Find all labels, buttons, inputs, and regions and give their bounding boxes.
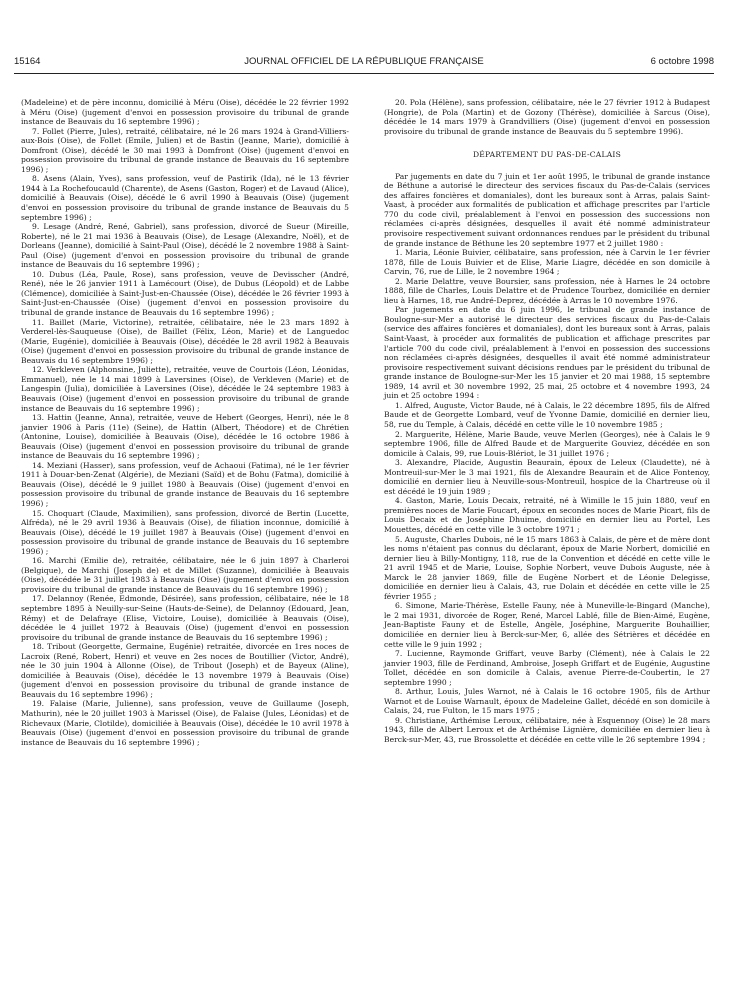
entry-paragraph: 12. Verkleven (Alphonsine, Juliette), retraitée, veuve de Courtois (Léon, Léonidas, Emmanuel), née le 14 mai 1899 à Laversines (Oise), de Verkleven (Marie) et de Langespin (Julia), domiciliée à Laversines (Oise), décédée le 24 septembre 1983 à Beauvais (Oise) (jugement d'envoi en possession provisoire du tribunal de grande instance de Beauvais du 16 septembre 1996) ;	[21, 365, 349, 413]
entry-paragraph: 1. Maria, Léonie Buivier, célibataire, sans profession, née à Carvin le 1er février 1878, fille de Louis Buivier et de Elise, Marie Liagre, décédée en son domicile à Carvin, 76, rue de Lille, le 2 novembre 1964 ;	[384, 248, 710, 277]
entry-paragraph: 16. Marchi (Emilie de), retraitée, célibataire, née le 6 juin 1897 à Charleroi (Belgique), de Marchi (Joseph de) et de Millet (Suzanne), domiciliée à Beauvais (Oise), décédée le 31 juillet 1983 à Beauvais (Oise) (jugement d'envoi en possession provisoire du tribunal de grande instance de Beauvais du 16 septembre 1996) ;	[21, 556, 349, 594]
entry-paragraph: 15. Choquart (Claude, Maximilien), sans profession, divorcé de Bertin (Lucette, Alfréda), né le 29 avril 1936 à Beauvais (Oise), de filiation inconnue, domicilié à Beauvais (Oise), décédé le 19 juillet 1987 à Beauvais (Oise) (jugement d'envoi en possession provisoire du tribunal de grande instance de Beauvais du 16 septembre 1996) ;	[21, 508, 349, 556]
entry-paragraph: 8. Asens (Alain, Yves), sans profession, veuf de Pastirik (Ida), né le 13 février 1944 à La Rochefoucauld (Charente), de Asens (Gaston, Roger) et de Lavaud (Alice), domicilié à Beauvais (Oise), décédé le 6 avril 1990 à Beauvais (Oise) (jugement d'envoi en possession provisoire du tribunal de grande instance de Beauvais du 5 septembre 1996) ;	[21, 174, 349, 222]
section-title: DÉPARTEMENT DU PAS-DE-CALAIS	[473, 150, 621, 160]
entry-paragraph: 20. Pola (Hélène), sans profession, célibataire, née le 27 février 1912 à Budapest (Hongrie), de Pola (Martin) et de Gozony (Thérèse), domiciliée à Sarcus (Oise), décédée le 14 mars 1979 à Grandvilliers (Oise) (jugement d'envoi en possession provisoire du tribunal de grande instance de Beauvais du 5 septembre 1996).	[384, 98, 710, 136]
entry-paragraph: 3. Alexandre, Placide, Augustin Beaurain, époux de Leleux (Claudette), né à Montreuil-sur-Mer le 3 mai 1921, fils de Alexandre Beaurain et de Alice Fontenoy, domicilié en dernier lieu à Neuville-sous-Montreuil, hospice de la Chartreuse où il est décédé le 19 juin 1989 ;	[384, 458, 710, 496]
judgment-paragraph: Par jugements en date du 7 juin et 1er août 1995, le tribunal de grande instance de Béthune a autorisé le directeur des services fiscaux du Pas-de-Calais (services des affaires foncières et domaniales), dont les bureaux sont à Arras, palais Saint-Vaast, à procéder aux formalités de publication et affichage prescrites par l'article 770 du code civil, préalablement à l'envoi en possession des successions non réclamées ci-après désignées, desquelles il avait été nommé administrateur provisoire respectivement suivant ordonnances rendues par le président du tribunal de grande instance de Béthune les 20 septembre 1977 et 2 juillet 1980 :	[384, 171, 710, 248]
entry-paragraph: 9. Christiane, Arthémise Leroux, célibataire, née à Esquennoy (Oise) le 28 mars 1943, fille de Albert Leroux et de Arthémise Lignière, domiciliée en dernier lieu à Berck-sur-Mer, 43, rue Brossolette et décédée en cette ville le 26 septembre 1994 ;	[384, 715, 710, 744]
entry-paragraph: 2. Marie Delattre, veuve Boursier, sans profession, née à Harnes le 24 octobre 1888, fille de Charles, Louis Delattre et de Prudence Tourbez, domiciliée en dernier lieu à Harnes, 18, rue André-Deprez, décédée à Arras le 10 novembre 1976.	[384, 276, 710, 305]
page-number: 15164	[14, 56, 41, 67]
right-column	[384, 98, 710, 745]
entry-paragraph: 4. Gaston, Marie, Louis Decaix, retraité, né à Wimille le 15 juin 1880, veuf en premières noces de Marie Foucart, époux en secondes noces de Marie Picart, fils de Louis Decaix et de Joséphine Dhuime, domicilié en dernier lieu au Portel, Les Mouettes, décédé en cette ville le 3 octobre 1971 ;	[384, 496, 710, 534]
entry-paragraph: 7. Follet (Pierre, Jules), retraité, célibataire, né le 26 mars 1924 à Grand-Villiers-aux-Bois (Oise), de Follet (Emile, Julien) et de Bastin (Jeanne, Marie), domicilié à Domfront (Oise), décédé le 30 mai 1993 à Domfront (Oise) (jugement d'envoi en possession provisoire du tribunal de grande instance de Beauvais du 16 septembre 1996) ;	[21, 126, 349, 174]
left-column	[21, 98, 349, 747]
entry-paragraph: 19. Falaise (Marie, Julienne), sans profession, veuve de Guillaume (Joseph, Mathurin), née le 20 juillet 1903 à Marissel (Oise), de Falaise (Jules, Léonidas) et de Richevaux (Marie, Clotilde), domiciliée à Beauvais (Oise), décédée le 10 avril 1978 à Beauvais (Oise) (jugement d'envoi en possession provisoire du tribunal de grande instance de Beauvais du 16 septembre 1996) ;	[21, 699, 349, 747]
entry-paragraph: 8. Arthur, Louis, Jules Warnot, né à Calais le 16 octobre 1905, fils de Arthur Warnot et de Louise Warnault, époux de Madeleine Gallet, décédé en son domicile à Calais, 24, rue Fulton, le 15 mars 1975 ;	[384, 687, 710, 716]
issue-date: 6 octobre 1998	[650, 56, 714, 67]
entry-paragraph: 2. Marguerite, Hélène, Marie Baude, veuve Merlen (Georges), née à Calais le 9 septembre 1906, fille de Alfred Baude et de Marguerite Gouviez, décédée en son domicile à Calais, 99, rue Louis-Blériot, le 31 juillet 1976 ;	[384, 429, 710, 458]
entry-paragraph: 5. Auguste, Charles Dubois, né le 15 mars 1863 à Calais, de père et de mère dont les noms n'étaient pas connus du déclarant, époux de Marie Norbert, domicilié en dernier lieu à Billy-Montigny, 118, rue de la Convention et décédé en cette ville le 21 avril 1945 et de Marie, Louise, Sophie Norbert, veuve Dubois Auguste, née à Marck le 28 janvier 1869, fille de Eugène Norbert et de Léonie Delegisse, domiciliée en dernier lieu à Calais, 43, rue Dolain et décédée en cette ville le 25 février 1955 ;	[384, 534, 710, 601]
entry-paragraph: 13. Hattin (Jeanne, Anna), retraitée, veuve de Hebert (Georges, Henri), née le 8 janvier 1906 à Paris (11e) (Seine), de Hattin (Albert, Théodore) et de Chrétien (Antonine, Louise), domiciliée à Beauvais (Oise), décédée le 16 octobre 1986 à Beauvais (Oise) (jugement d'envoi en possession provisoire du tribunal de grande instance de Beauvais du 16 septembre 1996) ;	[21, 413, 349, 461]
journal-title: JOURNAL OFFICIEL DE LA RÉPUBLIQUE FRANÇAISE	[244, 56, 484, 67]
judgment-paragraph: Par jugements en date du 6 juin 1996, le tribunal de grande instance de Boulogne-sur-Mer a autorisé le directeur des services fiscaux du Pas-de-Calais (service des affaires foncières et domaniales), dont les bureaux sont à Arras, palais Saint-Vaast, à procéder aux formalités de publication et affichage prescrites par l'article 700 du code civil, préalablement à l'envoi en possession des successions non réclamées ci-après désignées, desquelles il avait été nommé administrateur provisoire respectivement suivant décisions rendues par le président du tribunal de grande instance de Boulogne-sur-Mer les 15 janvier et 20 mai 1988, 15 septembre 1989, 14 avril et 30 novembre 1992, 25 mai, 25 octobre et 4 novembre 1993, 24 juin et 25 octobre 1994 :	[384, 305, 710, 401]
entry-paragraph: 6. Simone, Marie-Thérèse, Estelle Fauny, née à Muneville-le-Bingard (Manche), le 2 mai 1931, divorcée de Roger, René, Marcel Lablé, fille de Bien-Aimé, Eugène, Jean-Baptiste Fauny et de Estelle, Angèle, Joséphine, Marguerite Bouhaillier, domiciliée en dernier lieu à Berck-sur-Mer, 6, allée des Sétrières et décédée en cette ville le 9 juin 1992 ;	[384, 601, 710, 649]
entry-paragraph: 10. Dubus (Léa, Paule, Rose), sans profession, veuve de Devisscher (André, René), née le 26 janvier 1911 à Lamécourt (Oise), de Dubus (Léopold) et de Labbe (Clémence), domiciliée à Saint-Just-en-Chaussée (Oise), décédée le 26 février 1993 à Saint-Just-en-Chaussée (Oise) (jugement d'envoi en possession provisoire du tribunal de grande instance de Beauvais du 16 septembre 1996) ;	[21, 269, 349, 318]
entry-paragraph: 1. Alfred, Auguste, Victor Baude, né à Calais, le 22 décembre 1895, fils de Alfred Baude et de Georgette Lombard, veuf de Yvonne Damie, domicilié en dernier lieu, 58, rue du Temple, à Calais, décédé en cette ville le 10 novembre 1985 ;	[384, 400, 710, 429]
entry-paragraph: 11. Baillet (Marie, Victorine), retraitée, célibataire, née le 23 mars 1892 à Verderel-lès-Sauqueuse (Oise), de Baillet (Félix, Léon, Marie) et de Languedoc (Marie, Eugénie), domiciliée à Beauvais (Oise), décédée le 28 avril 1982 à Beauvais (Oise) (jugement d'envoi en possession provisoire du tribunal de grande instance de Beauvais du 16 septembre 1996) ;	[21, 317, 349, 365]
entry-paragraph: 7. Lucienne, Raymonde Griffart, veuve Barby (Clément), née à Calais le 22 janvier 1903, fille de Ferdinand, Ambroise, Joseph Griffart et de Eugénie, Augustine Tollet, décédée en son domicile à Calais, avenue Pierre-de-Coubertin, le 27 septembre 1990 ;	[384, 649, 710, 687]
entry-paragraph: 9. Lesage (André, René, Gabriel), sans profession, divorcé de Sueur (Mireille, Roberte), né le 21 mai 1936 à Beauvais (Oise), de Lesage (Alexandre, Noël), et de Dorleans (Jeanne), domicilié à Saint-Paul (Oise), décédé le 2 novembre 1988 à Saint-Paul (Oise) (jugement d'envoi en possession provisoire du tribunal de grande instance de Beauvais du 16 septembre 1996) ;	[21, 222, 349, 270]
page-header	[14, 56, 714, 70]
entry-paragraph: 17. Delannoy (Renée, Edmonde, Désirée), sans profession, célibataire, née le 18 septembre 1895 à Neuilly-sur-Seine (Hauts-de-Seine), de Delannoy (Edouard, Jean, Rémy) et de Delafraye (Elise, Victoire, Louise), domiciliée à Beauvais (Oise), décédée le 4 juillet 1972 à Beauvais (Oise) (jugement d'envoi en possession provisoire du tribunal de grande instance de Beauvais du 16 septembre 1996) ;	[21, 594, 349, 642]
entry-paragraph: 18. Tribout (Georgette, Germaine, Eugénie) retraitée, divorcée en 1res noces de Lacroix (René, Robert, Henri) et veuve en 2es noces de Boutillier (Victor, André), née le 30 juin 1904 à Allonne (Oise), de Tribout (Joseph) et de Bayeux (Aline), domiciliée à Beauvais (Oise), décédée le 13 novembre 1979 à Beauvais (Oise) (jugement d'envoi en possession provisoire du tribunal de grande instance de Beauvais du 16 septembre 1996) ;	[21, 642, 349, 699]
entry-paragraph: 14. Meziani (Hasser), sans profession, veuf de Achaoui (Fatima), né le 1er février 1911 à Douar-ben-Zenat (Algérie), de Meziani (Saïd) et de Bohu (Fatma), domicilié à Beauvais (Oise), décédé le 9 juillet 1980 à Beauvais (Oise) (jugement d'envoi en possession provisoire du tribunal de grande instance de Beauvais du 16 septembre 1996) ;	[21, 460, 349, 508]
entry-paragraph: (Madeleine) et de père inconnu, domicilié à Méru (Oise), décédée le 22 février 1992 à Méru (Oise) (jugement d'envoi en possession provisoire du tribunal de grande instance de Beauvais du 16 septembre 1996) ;	[21, 98, 349, 127]
header-rule	[14, 73, 714, 74]
